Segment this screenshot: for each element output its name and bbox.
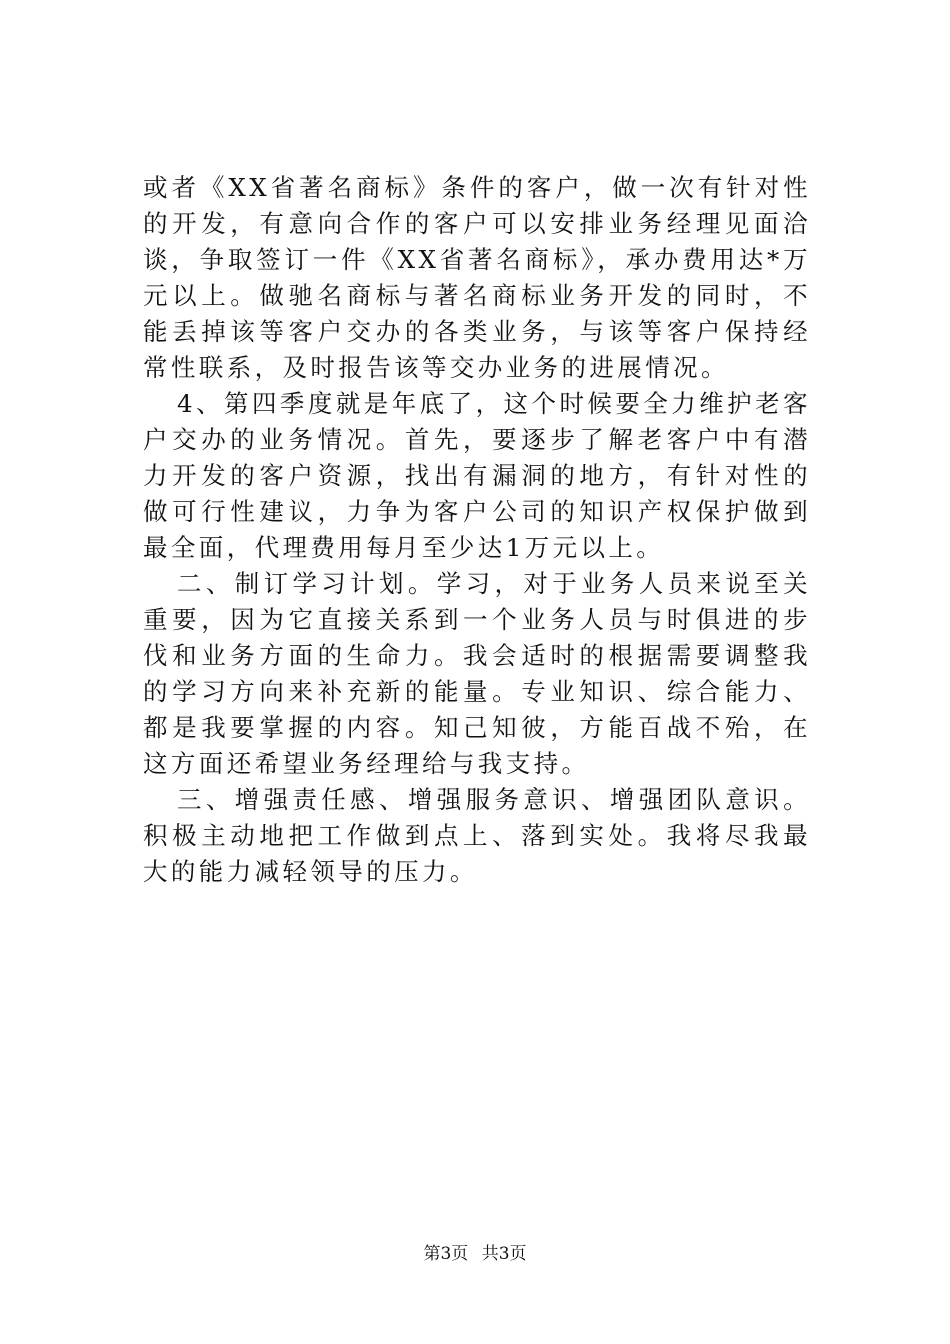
paragraph-section-3: 三、增强责任感、增强服务意识、增强团队意识。积极主动地把工作做到点上、落到实处。我将尽我最大的能力减轻领导的压力。 — [143, 785, 811, 886]
page-footer — [0, 1242, 950, 1266]
paragraph-item-4: 4、第四季度就是年底了，这个时候要全力维护老客户交办的业务情况。首先，要逐步了解老客户中有潜力开发的客户资源，找出有漏洞的地方，有针对性的做可行性建议，力争为客户公司的知识产权保护做到最全面，代理费用每月至少达1万元以上。 — [143, 389, 811, 562]
page-number: 第3页 — [423, 1244, 469, 1264]
paragraph-section-2: 二、制订学习计划。学习，对于业务人员来说至关重要，因为它直接关系到一个业务人员与时俱进的步伐和业务方面的生命力。我会适时的根据需要调整我的学习方向来补充新的能量。专业知识、综合能力、都是我要掌握的内容。知己知彼，方能百战不殆，在这方面还希望业务经理给与我支持。 — [143, 569, 811, 778]
document-body — [143, 170, 811, 890]
page-total: 共3页 — [481, 1244, 527, 1264]
paragraph-continuation: 或者《XX省著名商标》条件的客户，做一次有针对性的开发，有意向合作的客户可以安排业务经理见面洽谈，争取签订一件《XX省著名商标》，承办费用达*万元以上。做驰名商标与著名商标业务开发的同时，不能丢掉该等客户交办的各类业务，与该等客户保持经常性联系，及时报告该等交办业务的进展情况。 — [143, 173, 811, 382]
